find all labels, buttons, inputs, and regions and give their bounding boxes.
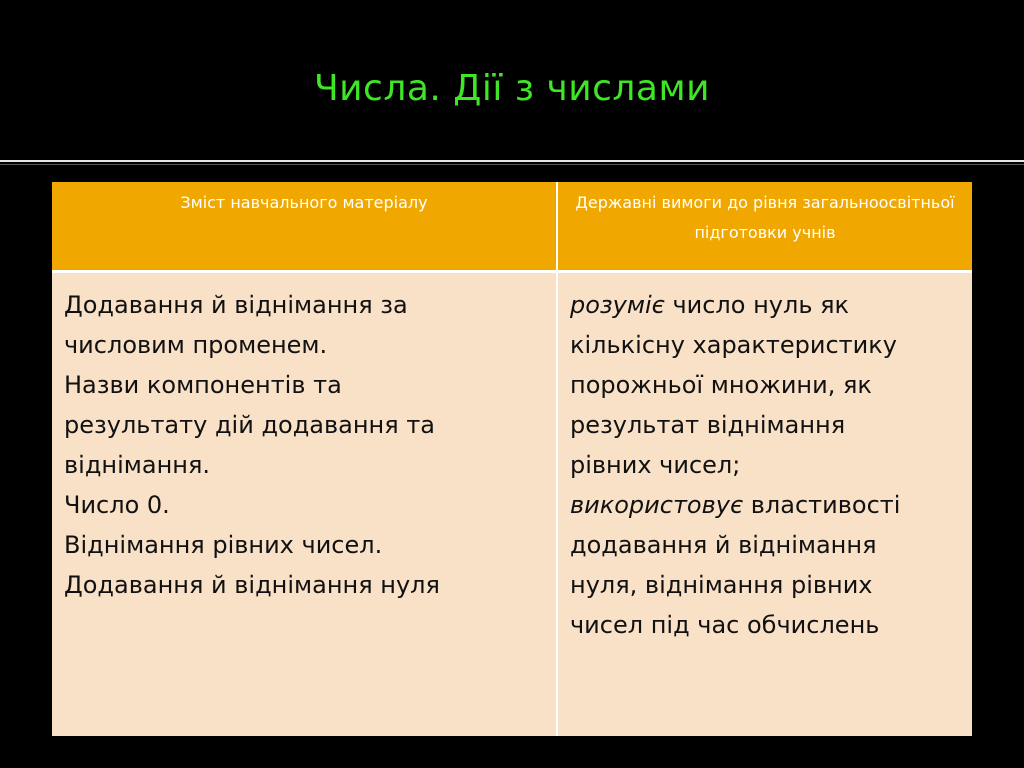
requirement-line: нуля, віднімання рівних (570, 571, 873, 599)
header-requirements: Державні вимоги до рівня загальноосвітньої підготовки учнів (557, 182, 972, 272)
header-content: Зміст навчального матеріалу (52, 182, 557, 272)
requirement-text: число нуль як (664, 291, 850, 319)
content-line: Назви компонентів та (64, 371, 342, 399)
content-line: результату дій додавання та (64, 411, 436, 439)
requirement-line: порожньої множини, як (570, 371, 872, 399)
keyword-uses: використовує (570, 491, 744, 519)
content-line: віднімання. (64, 451, 211, 479)
content-line: числовим променем. (64, 331, 328, 359)
requirement-line: додавання й віднімання (570, 531, 877, 559)
requirement-text: властивості (743, 491, 901, 519)
curriculum-table (52, 182, 972, 736)
title-separator-shadow (0, 164, 1024, 165)
requirement-line: чисел під час обчислень (570, 611, 880, 639)
cell-content (52, 272, 557, 737)
table-header-row (52, 182, 972, 272)
title-band (0, 0, 1024, 158)
content-line: Число 0. (64, 491, 170, 519)
content-line: Додавання й віднімання за (64, 291, 408, 319)
table-row (52, 272, 972, 737)
content-line: Віднімання рівних чисел. (64, 531, 383, 559)
title-separator (0, 160, 1024, 162)
requirement-line: рівних чисел; (570, 451, 741, 479)
content-line: Додавання й віднімання нуля (64, 571, 440, 599)
slide-title: Числа. Дії з числами (313, 68, 711, 109)
requirement-line (570, 485, 960, 525)
requirement-line (570, 285, 960, 325)
cell-requirements (557, 272, 972, 737)
keyword-understands: розуміє (570, 291, 665, 319)
requirement-line: кількісну характеристику (570, 331, 897, 359)
requirement-line: результат віднімання (570, 411, 846, 439)
